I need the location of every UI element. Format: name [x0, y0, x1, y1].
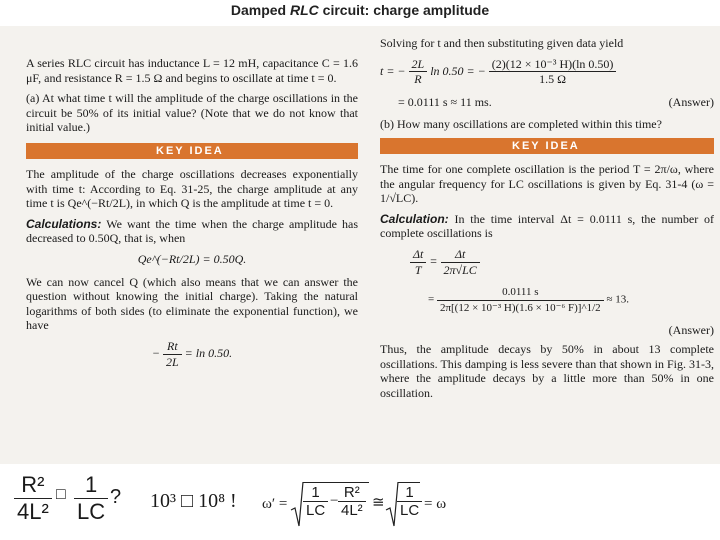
omega-fraction-1-lc: $\frac{1}{LC}$	[303, 484, 328, 519]
title-suffix: circuit: charge amplitude	[318, 2, 490, 18]
bottom-formula-strip	[0, 466, 720, 540]
conclusion-paragraph: Thus, the amplitude decays by 50% in about 13 complete oscillations. This damping is less severe than that shown in Fig. 31-3, where the amplitude decays by a little more than 50% in one oscillation.	[380, 341, 714, 400]
calculations-text: We want the time when the charge amplitude has decreased to 0.50Q, that is, when	[26, 216, 358, 246]
calculation-paragraph	[380, 212, 714, 241]
question-a: (a) At what time t will the amplitude of the charge oscillations in the circuit be 50% of its initial value? (Note that we do not know that initial value.)	[26, 91, 358, 135]
calculations-lead: Calculations:	[26, 216, 102, 231]
sqrt-overline-2	[398, 482, 420, 483]
right-column	[380, 36, 714, 406]
key-idea-banner-right: KEY IDEA	[380, 138, 714, 154]
omega-fraction-r2-4l2: $\frac{\text{R²}}{\text{4L²}}$	[338, 484, 366, 519]
calculation-lead: Calculation:	[380, 211, 449, 226]
equals-omega: = ω	[424, 496, 447, 512]
textbook-page	[0, 26, 720, 464]
approx-symbol: ≅	[372, 495, 385, 511]
key-idea-text-left: The amplitude of the charge oscillations decreases exponentially with time t: According to Eq. 31-25, the charge amplitude at any time t is Qe^(−Rt/2L), in which Q is the amplitude at time t = 0.	[26, 166, 358, 211]
omega-fraction-2-lc: $\frac{1}{LC}$	[397, 484, 422, 519]
answer-label-b: (Answer)	[668, 323, 714, 338]
equation-3-result: = 0.0111 s ≈ 11 ms. (Answer)	[398, 94, 714, 109]
equation-2: − $\frac{Rt}{2L}$ = ln 0.50.	[151, 338, 233, 369]
key-idea-text-right: The time for one complete oscillation is the period T = 2π/ω, where the angular frequency for LC oscillations is given by Eq. 31-4 (ω = 1/√LC).	[380, 161, 714, 206]
sqrt-overline-1	[303, 482, 369, 483]
answer-label-b-row	[380, 323, 714, 338]
bottom-question-mark: ?	[110, 486, 122, 508]
equation-5: = $\frac{0.0111 s}{\text{2π[(12 × 10⁻³ H)(1.6 × 10⁻⁶ F)]\textasciicircum{}1/2}}$ ≈ 13.	[428, 286, 629, 314]
cancel-paragraph: We can now cancel Q (which also means that we can answer the question without knowing the initial charge). Taking the natural logarithms of both sides (to eliminate the exponential function), we have	[26, 274, 358, 333]
question-b: (b) How many oscillations are completed within this time?	[380, 117, 662, 132]
equation-1: Qe^(−Rt/2L) = 0.50Q.	[137, 251, 247, 266]
bottom-fraction-r2-4l2: $\frac{\text{R²}}{\text{4L²}}$	[14, 472, 52, 525]
sqrt-sign-1	[290, 480, 304, 528]
bottom-box-symbol-1: □	[56, 486, 66, 503]
key-idea-banner-left: KEY IDEA	[26, 143, 358, 159]
bottom-power-comparison: 10³ □ 10⁸ !	[150, 490, 237, 512]
calculations-paragraph	[26, 217, 358, 246]
slide-title	[0, 2, 720, 18]
omega-prime-lhs: ω′ =	[262, 496, 288, 512]
solving-text: Solving for t and then substituting given data yield	[380, 36, 624, 50]
omega-minus: −	[330, 493, 339, 509]
equation-3: t = − $\frac{2L}{R}$ ln 0.50 = − $\frac{\text{(2)(12 × 10⁻³ H)(ln 0.50)}}{1.5 \Omega}$	[380, 57, 714, 87]
intro-paragraph: A series RLC circuit has inductance L = 12 mH, capacitance C = 1.6 μF, and resistance R = 1.5 Ω and begins to oscillate at time t = 0.	[26, 56, 358, 85]
title-italic: RLC	[289, 2, 319, 18]
answer-label-a: (Answer)	[668, 94, 714, 109]
bottom-fraction-1-lc: $\frac{1}{LC}$	[74, 472, 108, 525]
calculation-text: In the time interval Δt = 0.0111 s, the number of complete oscillations is	[380, 211, 715, 241]
eq2-fraction: $\frac{Rt}{2L}$	[163, 339, 182, 369]
equation-4: $\frac{\Delta t}{T}$ = $\frac{\Delta t}{2\pi√LC}$	[380, 247, 714, 277]
left-column	[26, 56, 358, 377]
eq2-rhs: = ln 0.50.	[184, 345, 233, 360]
title-prefix: Damped	[230, 2, 290, 18]
